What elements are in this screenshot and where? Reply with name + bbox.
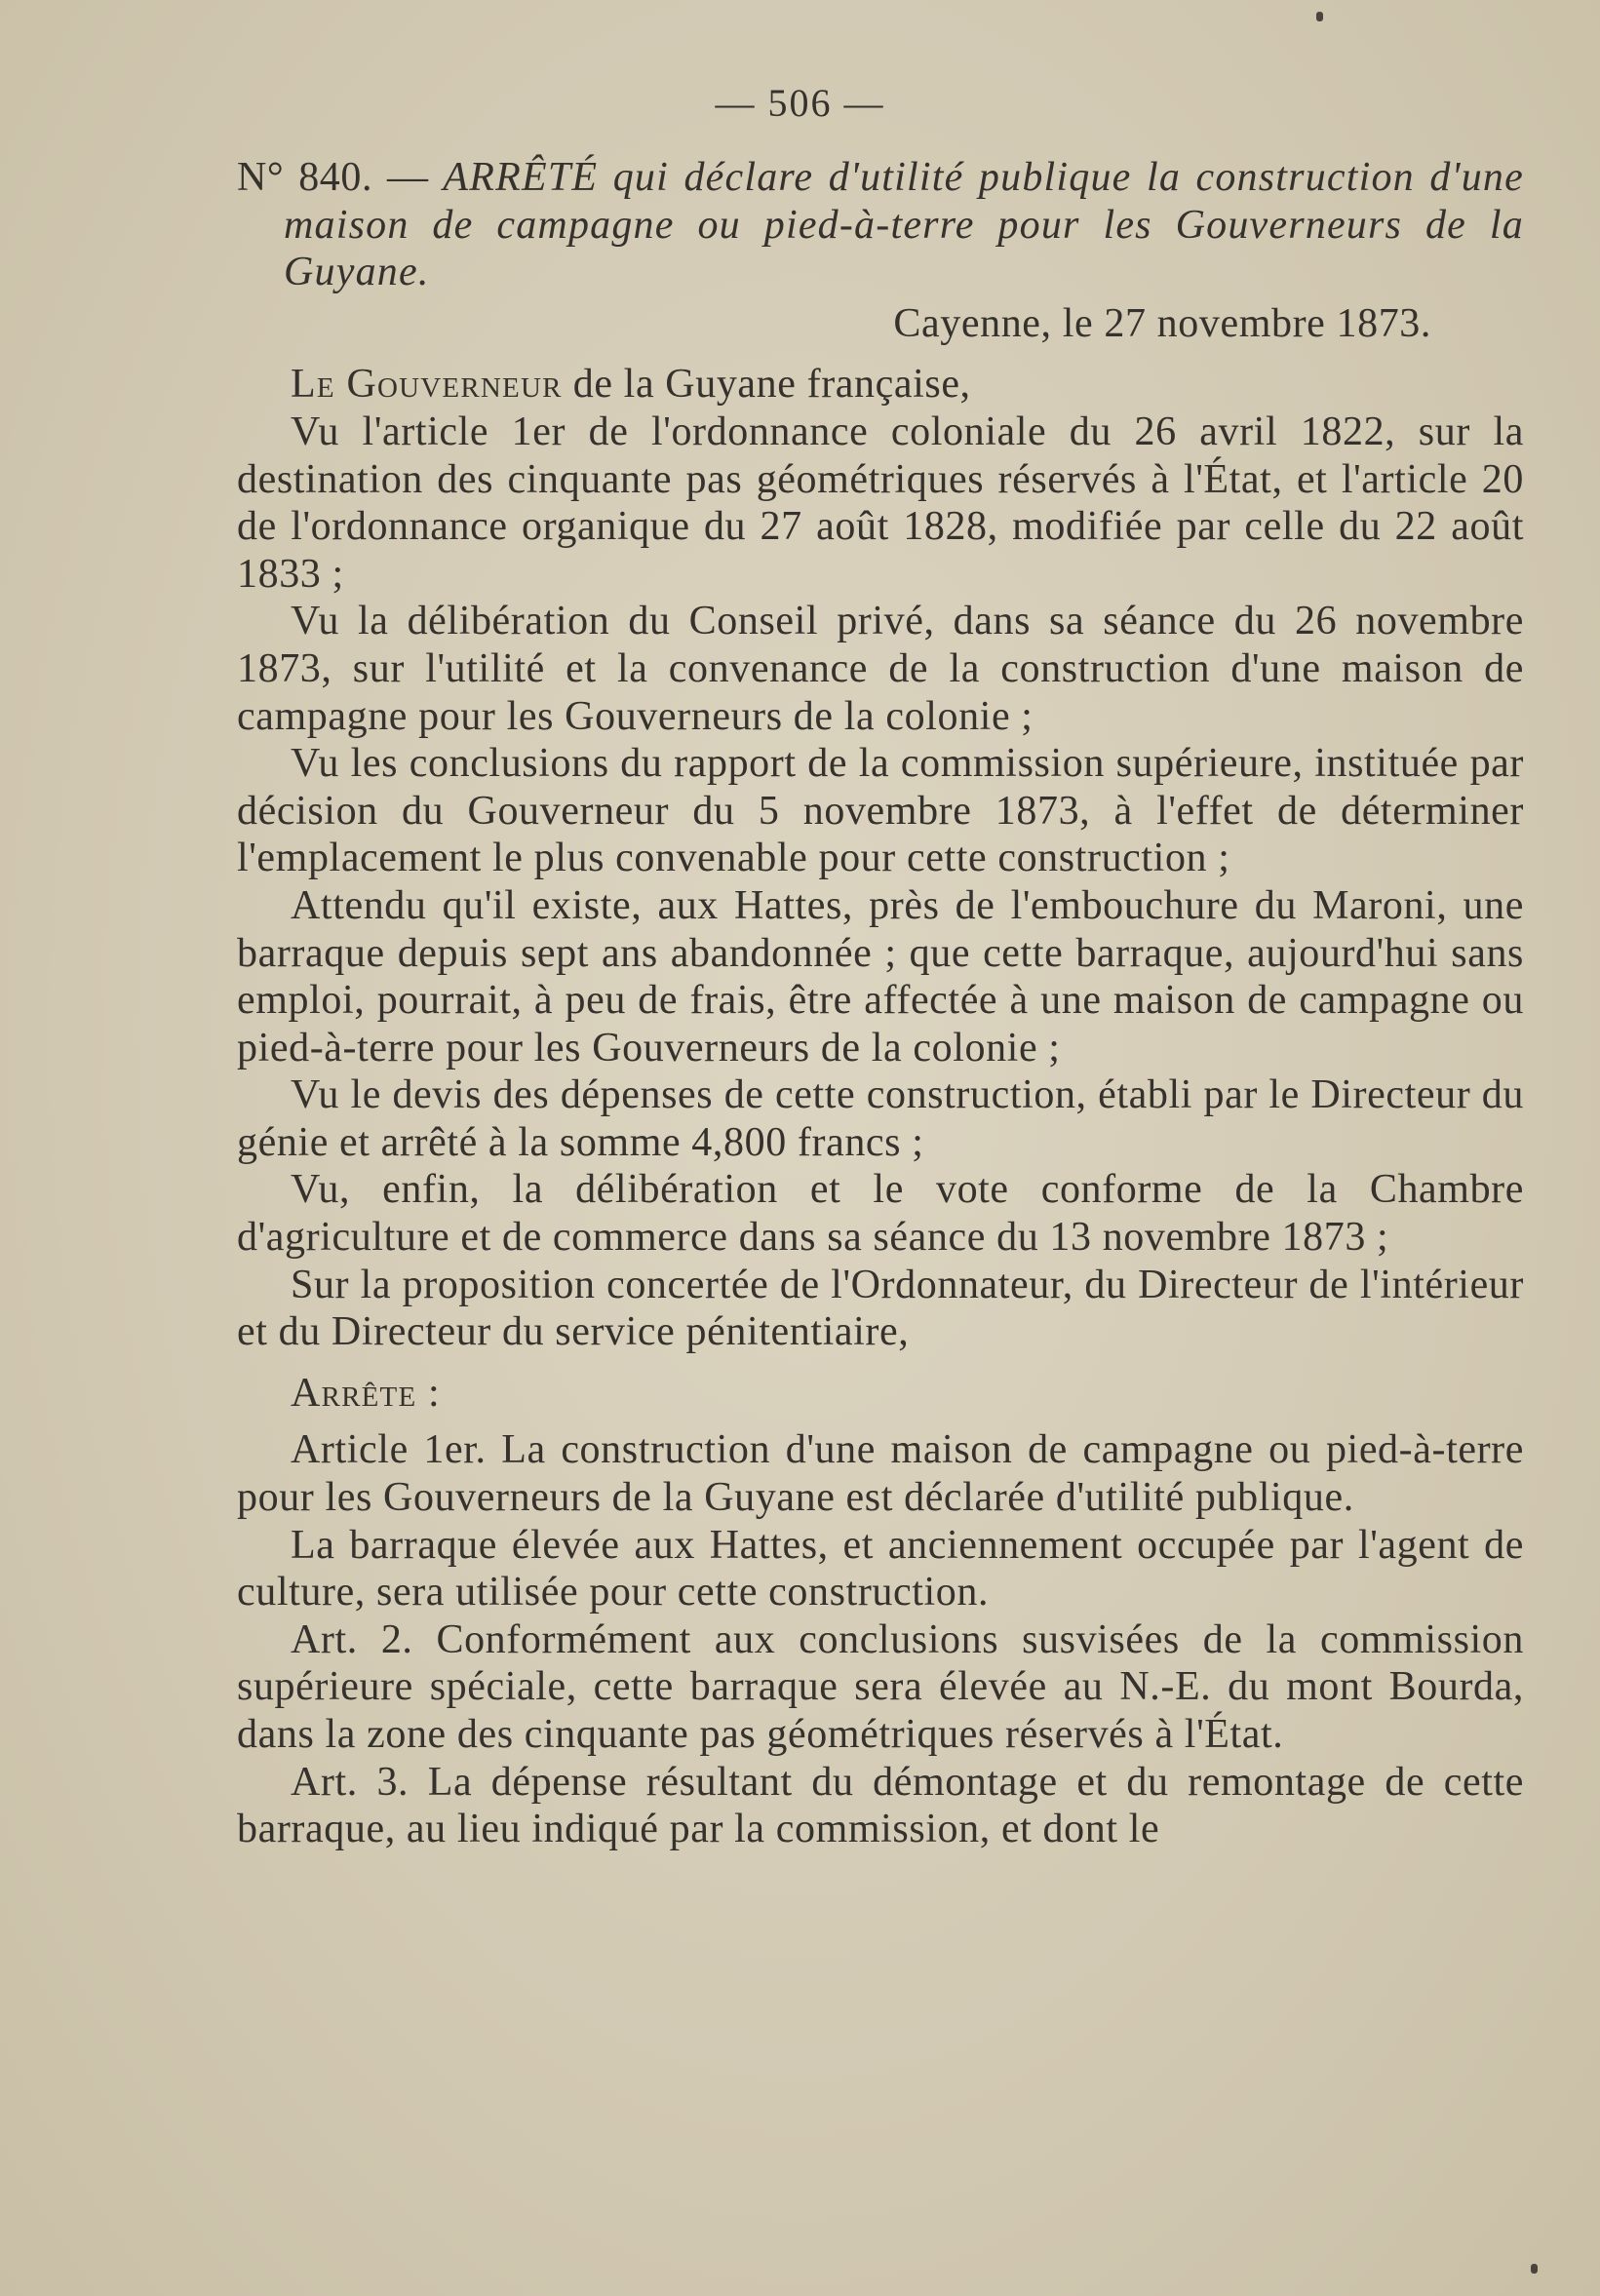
consideration-paragraph: Vu l'article 1er de l'ordonnance coloniale du 26 avril 1822, sur la destination des cinquante pas géométriques réservés à l'État, et l'article 20 de l'ordonnance organique du 27 août 1828, modifiée par celle du 22 août 1833 ; [237, 409, 1524, 597]
ink-speck [1316, 12, 1323, 21]
article-paragraph: Article 1er. La construction d'une maison de campagne ou pied-à-terre pour les Gouverneurs de la Guyane est déclarée d'utilité publique. [237, 1427, 1524, 1521]
page-number: — 506 — [715, 81, 885, 125]
decree-title: ARRÊTÉ qui déclare d'utilité publique la construction d'une maison de campagne ou pied-à-terre pour les Gouverneurs de la Guyane. [284, 155, 1524, 295]
article-paragraph: Art. 2. Conformément aux conclusions susvisées de la commission supérieure spéciale, cette barraque sera élevée au N.-E. du mont Bourda, dans la zone des cinquante pas géométriques réservés à l'État. [237, 1616, 1524, 1757]
decree-number: N° 840. — [237, 155, 444, 200]
consideration-paragraph: Vu, enfin, la délibération et le vote conforme de la Chambre d'agriculture et de commerce dans sa séance du 13 novembre 1873 ; [237, 1167, 1524, 1261]
decree-word: Arrête : [291, 1370, 441, 1416]
consideration-paragraph: Sur la proposition concertée de l'Ordonnateur, du Directeur de l'intérieur et du Directeur du service pénitentiaire, [237, 1262, 1524, 1355]
ink-speck [1531, 2264, 1538, 2274]
governor-rest: de la Guyane française, [562, 362, 971, 408]
consideration-paragraph: Vu la délibération du Conseil privé, dans sa séance du 26 novembre 1873, sur l'utilité et la convenance de la construction d'une maison de campagne pour les Gouverneurs de la colonie ; [237, 599, 1524, 739]
article-paragraph: La barraque élevée aux Hattes, et anciennement occupée par l'agent de culture, sera utilisée pour cette construction. [237, 1522, 1524, 1615]
document-body [237, 154, 1524, 1853]
article-paragraph: Art. 3. La dépense résultant du démontage et du remontage de cette barraque, au lieu indiqué par la commission, et dont le [237, 1759, 1524, 1852]
consideration-paragraph: Vu les conclusions du rapport de la commission supérieure, instituée par décision du Gouverneur du 5 novembre 1873, à l'effet de déterminer l'emplacement le plus convenable pour cette construction ; [237, 741, 1524, 881]
governor-line [237, 361, 1524, 409]
consideration-paragraph: Attendu qu'il existe, aux Hattes, près de l'embouchure du Maroni, une barraque depuis sept ans abandonnée ; que cette barraque, aujourd'hui sans emploi, pourrait, à peu de frais, être affectée à une maison de campagne ou pied-à-terre pour les Gouverneurs de la colonie ; [237, 882, 1524, 1070]
consideration-paragraph: Vu le devis des dépenses de cette construction, établi par le Directeur du génie et arrêté à la somme 4,800 francs ; [237, 1072, 1524, 1165]
date-line: Cayenne, le 27 novembre 1873. [893, 300, 1431, 346]
decree-heading [237, 154, 1524, 296]
governor-title: Le Gouverneur [291, 362, 563, 408]
